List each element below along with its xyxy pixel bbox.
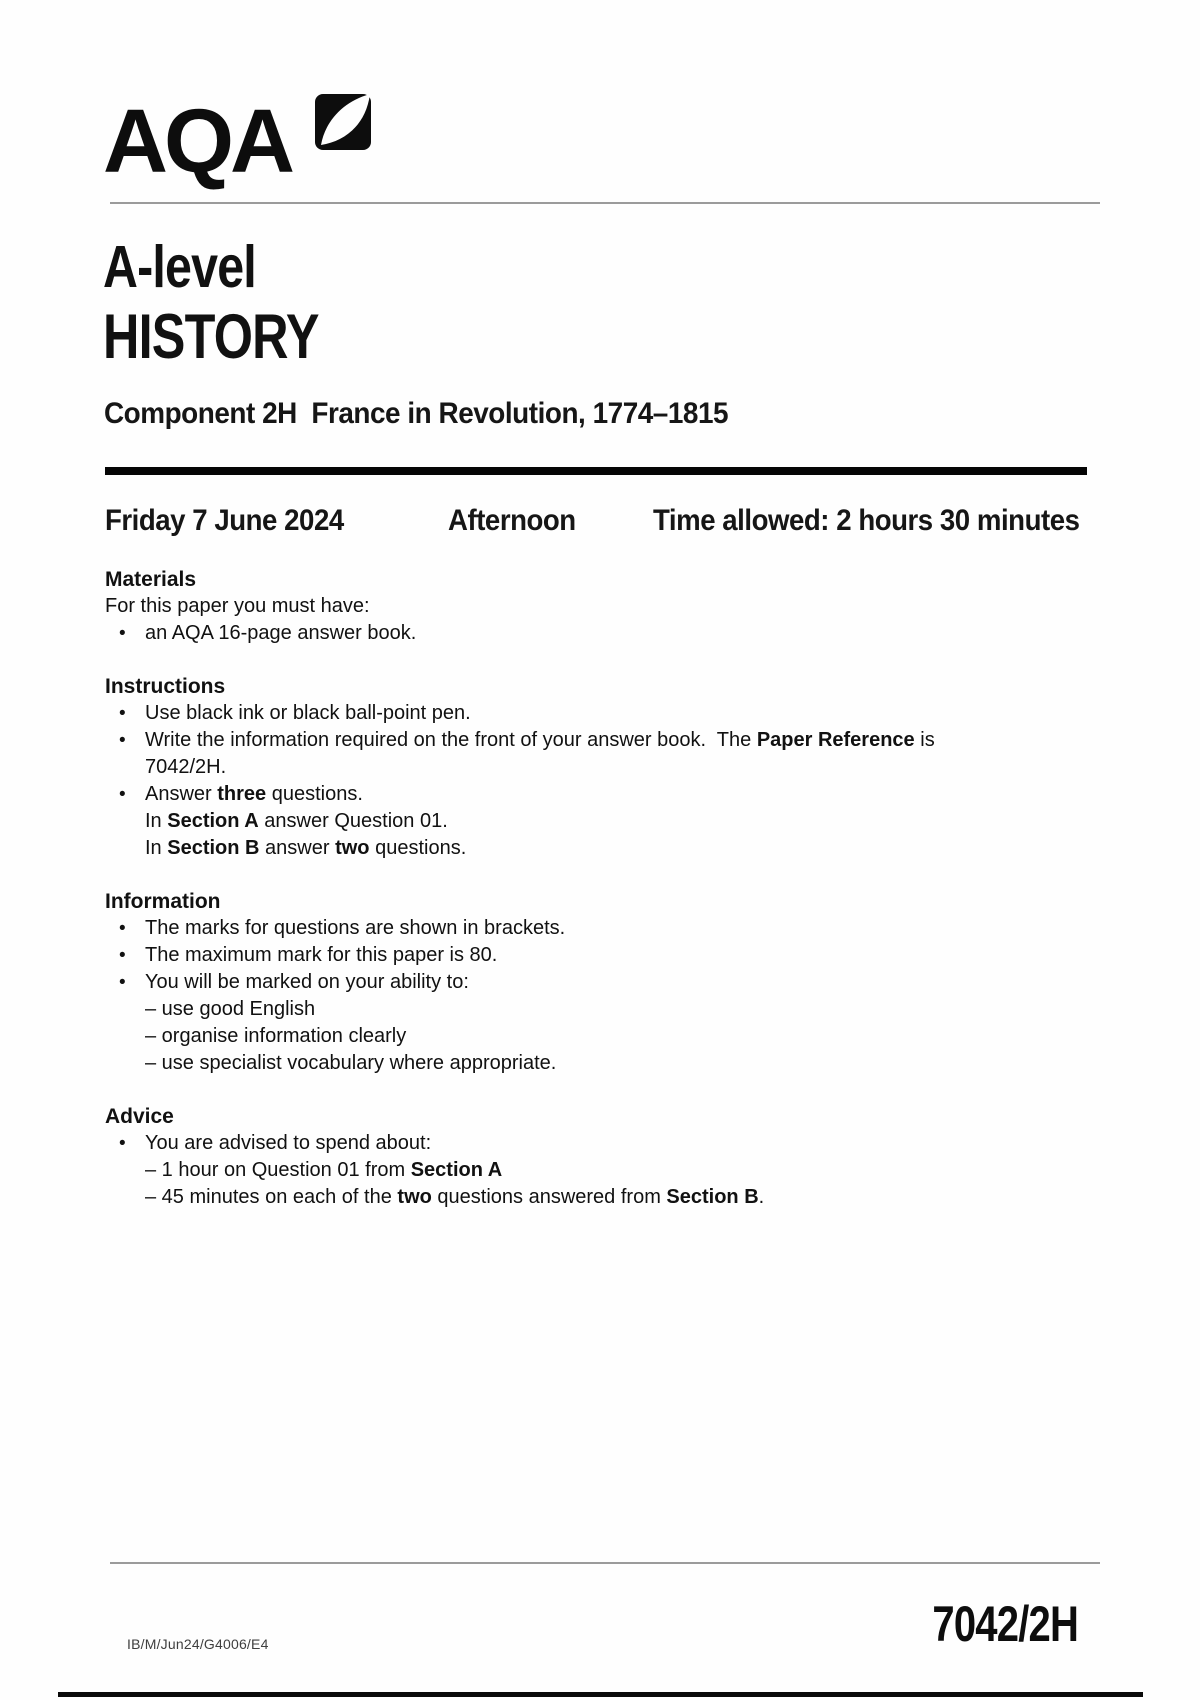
text-line — [105, 808, 1040, 835]
text-segment: Answer — [145, 783, 218, 805]
text-line — [105, 593, 1040, 620]
bullet-marker: • — [119, 623, 126, 644]
text-segment: Paper Reference — [756, 729, 915, 751]
text-line — [105, 1023, 1040, 1050]
text-segment: Section B — [666, 1186, 759, 1208]
header-divider — [110, 202, 1100, 204]
exam-date: Friday 7 June 2024 — [105, 504, 344, 537]
time-allowed: Time allowed: 2 hours 30 minutes — [653, 504, 1080, 537]
text-line — [105, 1184, 1040, 1211]
text-segment: In — [145, 837, 168, 859]
text-segment: is — [914, 729, 935, 751]
text-segment: You will be marked on your ability to: — [145, 971, 469, 993]
text-segment: two — [335, 837, 370, 859]
text-segment: two — [397, 1186, 432, 1208]
footer-divider — [110, 1562, 1100, 1564]
text-segment: The maximum mark for this paper is 80. — [145, 944, 498, 966]
text-segment: three — [217, 783, 267, 805]
text-segment: Section A — [167, 810, 259, 832]
text-segment: You are advised to spend about: — [145, 1132, 432, 1154]
text-segment: questions answered from — [431, 1186, 667, 1208]
text-segment: – organise information clearly — [145, 1025, 407, 1047]
section-materials — [105, 566, 1040, 647]
subject-title: HISTORY — [103, 302, 319, 372]
section-instructions — [105, 673, 1040, 862]
document-sections — [105, 566, 1040, 1211]
text-segment: For this paper you must have: — [105, 595, 370, 617]
bullet-item — [105, 700, 1040, 727]
section-heading: Advice — [105, 1105, 174, 1128]
paper-reference: 7042/2H — [932, 1596, 1078, 1652]
text-segment: questions. — [266, 783, 363, 805]
text-segment: answer — [259, 837, 336, 859]
text-segment: Section A — [410, 1159, 503, 1181]
page-bottom-edge — [58, 1692, 1143, 1697]
section-heading: Materials — [105, 568, 197, 591]
bullet-item — [105, 942, 1040, 969]
bullet-marker: • — [119, 945, 126, 966]
section-advice — [105, 1103, 1040, 1211]
bullet-item — [105, 727, 1040, 754]
text-segment: Use black ink or black ball-point pen. — [145, 702, 471, 724]
text-line — [105, 835, 1040, 862]
bullet-marker: • — [119, 918, 126, 939]
text-line — [105, 754, 1040, 781]
section-heading: Information — [105, 890, 221, 913]
text-segment: – use specialist vocabulary where appropriate. — [145, 1052, 557, 1074]
section-information — [105, 888, 1040, 1077]
text-segment: answer Question 01. — [258, 810, 448, 832]
text-segment: Write the information required on the front of your answer book. The — [145, 729, 757, 751]
text-segment: – 1 hour on Question 01 from — [145, 1159, 411, 1181]
bullet-marker: • — [119, 972, 126, 993]
qualification-title: A-level — [103, 234, 256, 300]
bullet-marker: • — [119, 730, 126, 751]
bullet-marker: • — [119, 784, 126, 805]
exam-period: Afternoon — [448, 504, 576, 537]
text-line — [105, 996, 1040, 1023]
bullet-item — [105, 781, 1040, 808]
title-divider — [105, 467, 1087, 475]
text-segment: . — [758, 1186, 765, 1208]
bullet-marker: • — [119, 1133, 126, 1154]
section-heading: Instructions — [105, 675, 226, 698]
text-segment: In — [145, 810, 168, 832]
text-segment: an AQA 16-page answer book. — [145, 622, 417, 644]
text-segment: questions. — [369, 837, 467, 859]
aqa-leaf-icon — [315, 90, 373, 157]
text-segment: – 45 minutes on each of the — [145, 1186, 398, 1208]
bullet-item — [105, 620, 1040, 647]
text-line — [105, 1157, 1040, 1184]
text-line — [105, 1050, 1040, 1077]
bullet-item — [105, 969, 1040, 996]
component-line: Component 2H France in Revolution, 1774–1815 — [104, 397, 729, 430]
text-segment: 7042/2H. — [145, 756, 227, 778]
bullet-item — [105, 1130, 1040, 1157]
text-segment: The marks for questions are shown in brackets. — [145, 917, 566, 939]
text-segment: – use good English — [145, 998, 316, 1020]
aqa-logo-text: AQA — [103, 92, 291, 192]
bullet-item — [105, 915, 1040, 942]
text-segment: Section B — [167, 837, 260, 859]
document-code: IB/M/Jun24/G4006/E4 — [127, 1636, 269, 1652]
bullet-marker: • — [119, 703, 126, 724]
